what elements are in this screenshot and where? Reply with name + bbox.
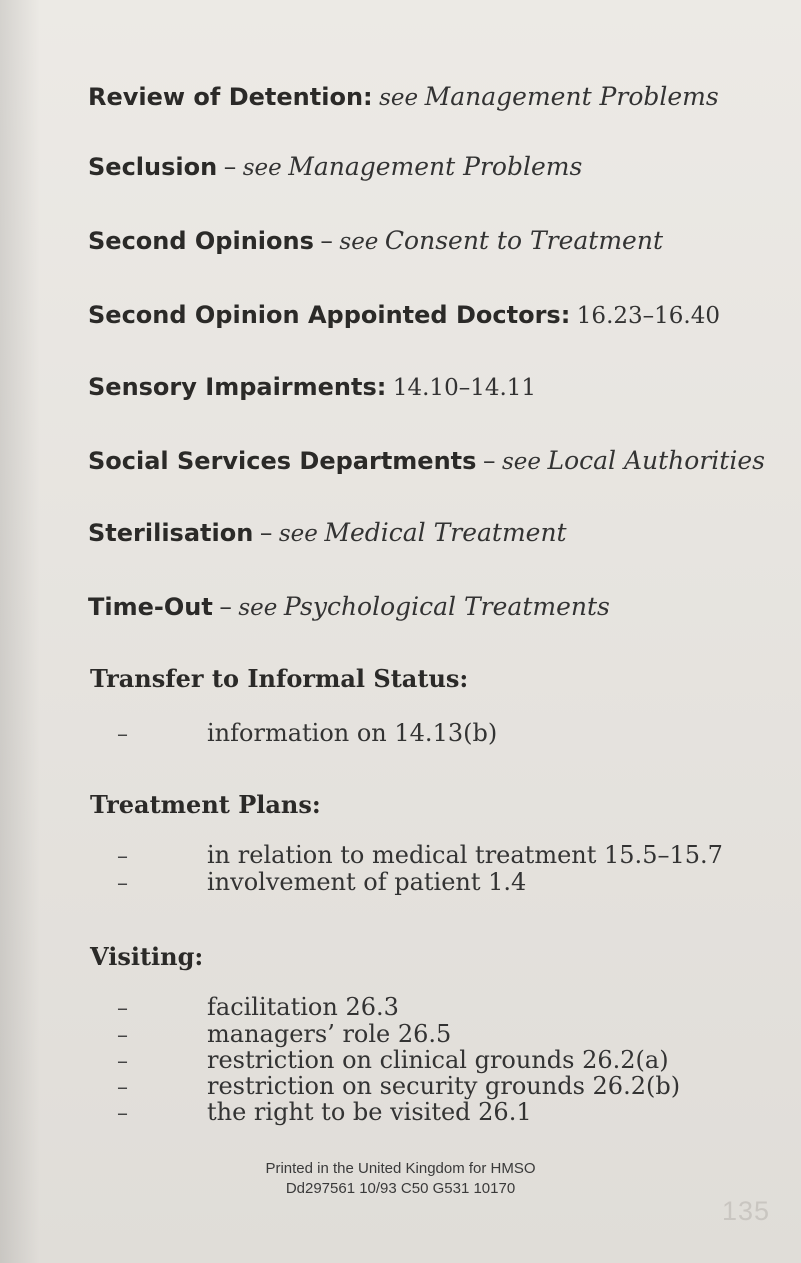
paragraph-reference: 16.23–16.40 (576, 303, 720, 329)
section-heading-visiting: Visiting: (90, 942, 204, 971)
sub-entry-text: restriction on security grounds 26.2(b) (207, 1072, 681, 1100)
entry-separator: – (259, 518, 273, 547)
sub-entry-text: restriction on clinical grounds 26.2(a) (207, 1046, 669, 1074)
entry-heading: Seclusion (88, 153, 218, 181)
entry-heading: Second Opinion Appointed Doctors: (88, 301, 571, 329)
print-code: Dd297561 10/93 C50 G531 10170 (285, 1180, 516, 1197)
cross-reference: Local Authorities (547, 446, 765, 475)
sub-entry-text: facilitation 26.3 (207, 993, 399, 1021)
page-number: 135 (722, 1196, 771, 1226)
cross-reference: Psychological Treatments (283, 592, 610, 621)
sub-entry-dash: – (117, 996, 128, 1021)
entry-heading: Sensory Impairments: (88, 373, 387, 401)
sub-entry-dash: – (117, 722, 128, 747)
entry-heading: Review of Detention: (88, 83, 373, 111)
see-word: see (278, 521, 318, 547)
index-entry-review-of-detention (88, 82, 719, 113)
index-entry-second-opinions (88, 226, 663, 257)
sub-entry-text: the right to be visited 26.1 (207, 1098, 532, 1126)
sub-entry-dash: – (117, 1049, 128, 1074)
index-entry-second-opinion-appointed-doctors (88, 300, 720, 331)
sub-entry-dash: – (117, 844, 128, 869)
index-entry-social-services-departments (88, 446, 765, 477)
index-entry-sterilisation (88, 518, 567, 549)
paragraph-reference: 14.10–14.11 (392, 375, 537, 401)
printer-imprint: Printed in the United Kingdom for HMSO (265, 1160, 536, 1177)
see-word: see (238, 595, 278, 621)
entry-separator: – (219, 592, 232, 621)
sub-entry-text: information on 14.13(b) (207, 719, 498, 747)
see-word: see (501, 449, 541, 475)
entry-separator: – (482, 446, 496, 475)
entry-separator: – (320, 226, 333, 255)
index-entry-seclusion (88, 152, 582, 183)
cross-reference: Management Problems (424, 82, 719, 111)
sub-entry-text: involvement of patient 1.4 (207, 868, 527, 896)
section-heading-transfer: Transfer to Informal Status: (90, 664, 469, 693)
cross-reference: Management Problems (288, 152, 583, 181)
sub-entry-dash: – (117, 1101, 128, 1126)
index-entry-time-out (88, 592, 610, 623)
entry-heading: Time-Out (88, 593, 213, 621)
cross-reference: Consent to Treatment (384, 226, 663, 255)
entry-heading: Second Opinions (88, 227, 314, 255)
entry-heading: Social Services Departments (88, 447, 477, 475)
section-heading-treatment-plans: Treatment Plans: (90, 790, 321, 819)
entry-heading: Sterilisation (88, 519, 254, 547)
see-word: see (242, 155, 282, 181)
sub-entry-dash: – (117, 1023, 128, 1048)
sub-entry-text: managers’ role 26.5 (207, 1020, 452, 1048)
entry-separator: – (223, 152, 237, 181)
sub-entry-dash: – (117, 871, 128, 896)
cross-reference: Medical Treatment (324, 518, 567, 547)
see-word: see (379, 85, 419, 111)
sub-entry-dash: – (117, 1075, 128, 1100)
index-entry-sensory-impairments (88, 372, 536, 403)
see-word: see (339, 229, 379, 255)
sub-entry-text: in relation to medical treatment 15.5–15.7 (207, 841, 723, 869)
